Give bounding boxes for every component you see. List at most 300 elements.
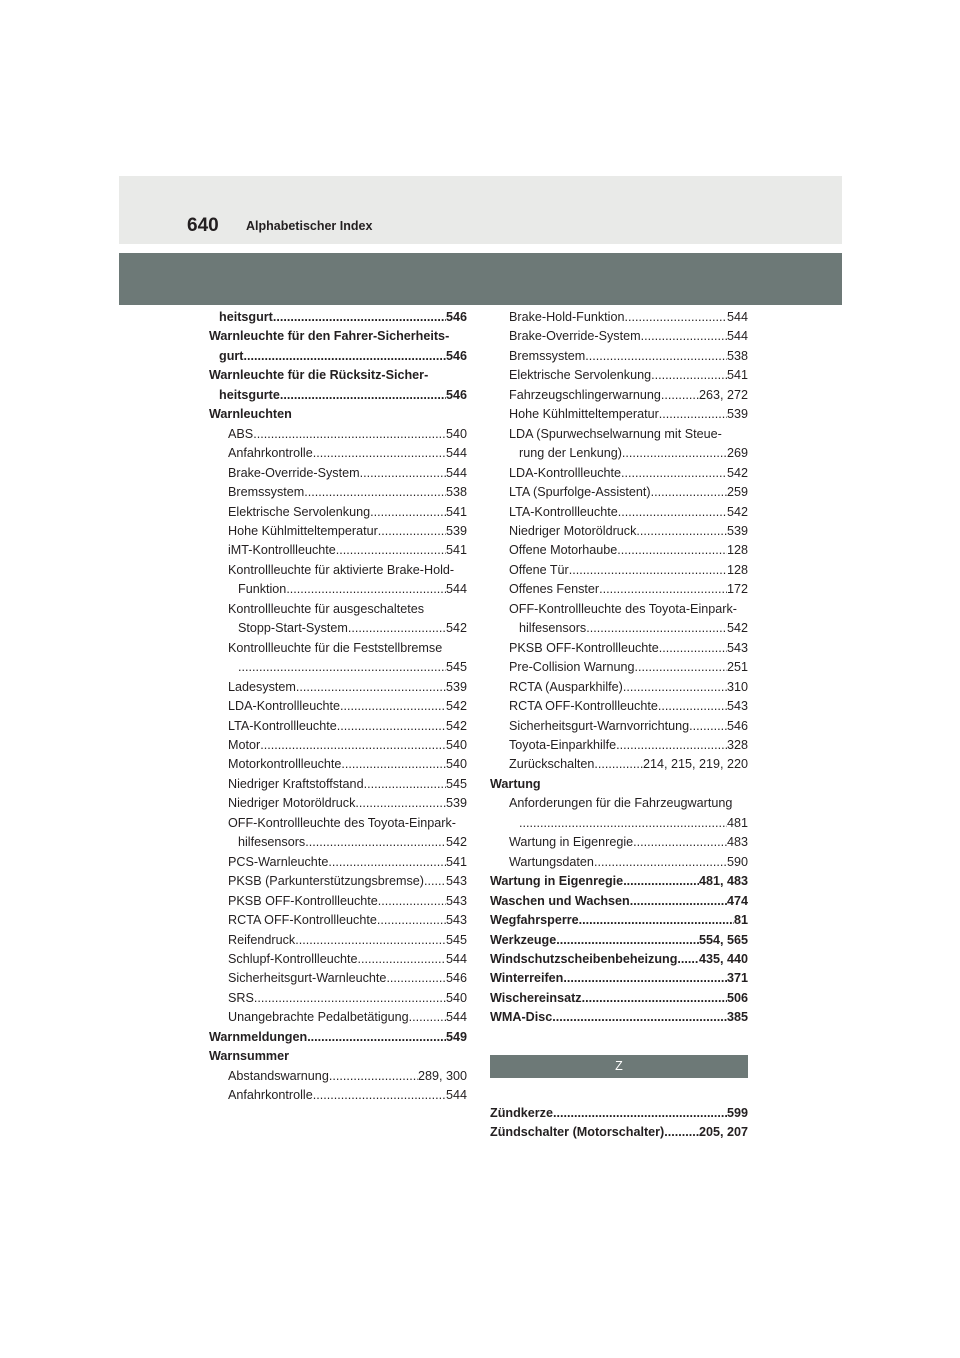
index-entry-label: LDA (Spurwechselwarnung mit Steue- [509, 426, 722, 441]
index-entry-label: rung der Lenkung) [519, 446, 622, 461]
index-entry-page: 214, 215, 219, 220 [642, 757, 748, 772]
index-entry-page: 544 [445, 951, 467, 966]
index-entry-label: Sicherheitsgurt-Warnleuchte [228, 971, 387, 986]
index-entry [209, 483, 467, 502]
leader-dots [622, 444, 727, 463]
index-entry [490, 405, 748, 424]
leader-dots [313, 1086, 446, 1105]
leader-dots [677, 950, 699, 969]
index-entry-label: PKSB OFF-Kontrollleuchte [228, 893, 378, 908]
index-entry-page: 542 [445, 699, 467, 714]
index-entry-label: Pre-Collision Warnung [509, 660, 635, 675]
index-entry-page: 538 [726, 348, 748, 363]
index-entry-page: 128 [726, 543, 748, 558]
index-entry [209, 931, 467, 950]
index-entry [490, 1008, 748, 1027]
index-entry-label: Kontrollleuchte für ausgeschaltetes [228, 601, 425, 616]
leader-dots [636, 522, 727, 541]
leader-dots [378, 522, 446, 541]
leader-dots [661, 386, 699, 405]
leader-dots [553, 1104, 727, 1123]
index-entry [209, 1067, 467, 1086]
index-entry-page: 539 [445, 523, 467, 538]
index-entry [490, 308, 748, 327]
index-entry-page: 541 [445, 504, 467, 519]
index-entry [490, 600, 748, 619]
leader-dots [348, 619, 446, 638]
index-entry-page: 251 [726, 660, 748, 675]
index-entry-page: 128 [726, 562, 748, 577]
leader-dots [617, 541, 727, 560]
index-entry-label: Zurückschalten [509, 757, 595, 772]
leader-dots [623, 872, 699, 891]
index-entry [490, 911, 748, 930]
letter-section-header [490, 1055, 748, 1078]
leader-dots [253, 425, 446, 444]
leader-dots [651, 366, 727, 385]
index-entry [490, 658, 748, 677]
index-entry-page: 481, 483 [698, 874, 748, 889]
index-entry-page: 554, 565 [698, 932, 748, 947]
index-entry [490, 444, 748, 463]
index-entry [490, 1123, 748, 1142]
leader-dots [336, 541, 446, 560]
index-entry-label: Warnleuchte für den Fahrer-Sicherheits- [209, 329, 450, 344]
index-entry-page: 542 [445, 718, 467, 733]
index-entry-label: Abstandswarnung [228, 1068, 329, 1083]
index-entry-page: 540 [445, 990, 467, 1005]
index-entry-page: 81 [733, 913, 748, 928]
index-entry-label: Bremssystem [509, 348, 586, 363]
leader-dots [659, 639, 727, 658]
index-column-right [490, 308, 748, 1143]
leader-dots [355, 794, 446, 813]
leader-dots [563, 969, 727, 988]
index-entry-label: RCTA OFF-Kontrollleuchte [509, 699, 658, 714]
leader-dots [585, 347, 727, 366]
index-entry [490, 892, 748, 911]
index-entry-label: Toyota-Einparkhilfe [509, 737, 617, 752]
index-entry-page: 544 [726, 310, 748, 324]
index-entry [209, 425, 467, 444]
index-entry-page: 546 [445, 387, 467, 402]
index-entry [209, 600, 467, 619]
index-entry [209, 658, 467, 677]
index-entry-label: Niedriger Kraftstoffstand [228, 776, 364, 791]
index-entry [209, 853, 467, 872]
index-entry-page: 543 [726, 640, 748, 655]
index-entry [209, 775, 467, 794]
index-entry-page: 545 [445, 660, 467, 675]
index-entry-page: 371 [726, 971, 748, 986]
index-entry-label: LTA (Spurfolge-Assistent) [509, 485, 651, 500]
leader-dots [358, 950, 446, 969]
index-entry-page: 546 [445, 971, 467, 986]
index-entry-page: 474 [726, 893, 748, 908]
index-entry [209, 872, 467, 891]
index-entry-label: Brake-Override-System [509, 329, 641, 344]
index-entry-page: 545 [445, 932, 467, 947]
index-entry-page: 545 [445, 776, 467, 791]
index-entry [209, 503, 467, 522]
index-entry-label: Kontrollleuchte für die Feststellbremse [228, 640, 443, 655]
index-entry-label: Warnsummer [209, 1049, 290, 1064]
index-entry-label: Stopp-Start-System [238, 621, 348, 636]
leader-dots [378, 892, 446, 911]
index-entry [490, 833, 748, 852]
index-entry-label: Waschen und Wachsen [490, 893, 630, 908]
index-entry-page: 544 [445, 446, 467, 461]
index-entry [209, 969, 467, 988]
leader-dots [621, 464, 727, 483]
index-entry-label: LDA-Kontrollleuchte [509, 465, 622, 480]
index-entry-label: RCTA OFF-Kontrollleuchte [228, 913, 377, 928]
index-entry-page: 544 [445, 1010, 467, 1025]
index-entry-label: Windschutzscheibenbeheizung [490, 951, 678, 966]
index-entry-page: 542 [726, 621, 748, 636]
index-entry-label: PKSB OFF-Kontrollleuchte [509, 640, 659, 655]
index-entry [209, 755, 467, 774]
index-entry [490, 483, 748, 502]
index-entry-label: Elektrische Servolenkung [228, 504, 371, 519]
index-entry-label: OFF-Kontrollleuchte des Toyota-Einpark- [509, 601, 737, 616]
index-entry-page: 590 [726, 854, 748, 869]
index-entry-label: Motorkontrollleuchte [228, 757, 342, 772]
index-entry-page: 546 [445, 310, 467, 324]
header-top-band [119, 176, 842, 244]
leader-dots [340, 697, 446, 716]
leader-dots [370, 503, 446, 522]
index-entry-page: 543 [445, 893, 467, 908]
index-entry-label: Offenes Fenster [509, 582, 600, 597]
leader-dots [337, 717, 446, 736]
index-entry-label: Zündkerze [490, 1105, 553, 1120]
index-entry [209, 444, 467, 463]
index-entry-label: Wartung [490, 776, 541, 791]
index-entry-label: Warnleuchte für die Rücksitz-Sicher- [209, 368, 429, 383]
index-entry-label: Hohe Kühlmitteltemperatur [509, 407, 659, 422]
leader-dots [618, 503, 727, 522]
leader-dots [599, 580, 727, 599]
index-entry-page: 542 [445, 621, 467, 636]
index-entry-page: 483 [726, 835, 748, 850]
index-entry-page: 543 [445, 913, 467, 928]
index-entry [490, 755, 748, 774]
index-entry [490, 717, 748, 736]
index-entry-label: hilfesensors [519, 621, 587, 636]
index-entry-page: 599 [726, 1105, 748, 1120]
index-entry-label: PKSB (Parkunterstützungsbremse) [228, 874, 424, 889]
index-entry-label: OFF-Kontrollleuchte des Toyota-Einpark- [228, 815, 456, 830]
index-entry [490, 639, 748, 658]
index-entry-label: Niedriger Motoröldruck [509, 523, 637, 538]
index-entry-label: Hohe Kühlmitteltemperatur [228, 523, 378, 538]
index-entry-label: LTA-Kontrollleuchte [509, 504, 618, 519]
index-entry-page: 543 [445, 874, 467, 889]
index-entry-label: WMA-Disc [490, 1010, 553, 1025]
index-entry-page: 542 [726, 504, 748, 519]
index-entry-label: Warnmeldungen [209, 1029, 308, 1044]
index-entry-label: Ladesystem [228, 679, 296, 694]
leader-dots [556, 931, 699, 950]
index-entry [490, 989, 748, 1008]
index-entry [490, 619, 748, 638]
leader-dots [623, 678, 727, 697]
index-entry [209, 405, 467, 424]
index-entry [209, 1028, 467, 1047]
index-entry-label: Motor [228, 737, 261, 752]
index-entry-page: 539 [726, 407, 748, 422]
index-entry [209, 464, 467, 483]
index-entry-page: 435, 440 [698, 951, 748, 966]
leader-dots [286, 580, 446, 599]
leader-dots [424, 872, 446, 891]
index-entry-page: 289, 300 [417, 1068, 467, 1083]
leader-dots [569, 561, 727, 580]
index-entry [209, 1047, 467, 1066]
leader-dots [635, 658, 727, 677]
leader-dots [519, 814, 727, 833]
leader-dots [633, 833, 727, 852]
index-entry-label: Brake-Override-System [228, 465, 360, 480]
index-entry-label: Schlupf-Kontrollleuchte [228, 951, 358, 966]
index-entry-page: 544 [445, 1088, 467, 1103]
index-entry [490, 872, 748, 891]
index-entry [209, 1086, 467, 1105]
index-entry [490, 931, 748, 950]
index-entry-label: Wartung in Eigenregie [490, 874, 624, 889]
index-entry [209, 833, 467, 852]
index-entry [490, 775, 748, 794]
index-entry-label: heitsgurt [219, 310, 273, 324]
leader-dots [689, 717, 727, 736]
leader-dots [616, 736, 727, 755]
index-entry [209, 1008, 467, 1027]
index-entry-label: gurt [219, 348, 244, 363]
index-entry-page: 539 [445, 796, 467, 811]
index-entry [490, 678, 748, 697]
leader-dots [625, 308, 727, 327]
index-entry [490, 347, 748, 366]
index-entry-label: Offene Motorhaube [509, 543, 618, 558]
index-entry [209, 347, 467, 366]
leader-dots [307, 1028, 446, 1047]
index-entry [209, 561, 467, 580]
leader-dots [280, 386, 446, 405]
leader-dots [641, 327, 727, 346]
index-entry-label: Offene Tür [509, 562, 569, 577]
index-entry-page: 543 [726, 699, 748, 714]
index-entry-label: Winterreifen [490, 971, 564, 986]
index-entry [209, 678, 467, 697]
index-entry [490, 522, 748, 541]
index-entry-label: LTA-Kontrollleuchte [228, 718, 337, 733]
leader-dots [254, 989, 446, 1008]
leader-dots [658, 697, 727, 716]
index-entry [209, 717, 467, 736]
leader-dots [329, 1067, 418, 1086]
index-entry-label: Wartungsdaten [509, 854, 594, 869]
index-entry-label: Kontrollleuchte für aktivierte Brake-Hold- [228, 562, 455, 577]
index-entry-page: 328 [726, 737, 748, 752]
index-entry [490, 1104, 748, 1123]
leader-dots [659, 405, 727, 424]
index-entry [209, 794, 467, 813]
leader-dots [409, 1008, 446, 1027]
index-entry-label: Zündschalter (Motorschalter) [490, 1125, 665, 1140]
index-entry [490, 327, 748, 346]
index-entry-page: 546 [445, 348, 467, 363]
index-entry-label: iMT-Kontrollleuchte [228, 543, 336, 558]
leader-dots [360, 464, 446, 483]
index-entry-label: Funktion [238, 582, 287, 597]
index-entry [209, 386, 467, 405]
index-column-left [209, 308, 467, 1106]
index-entry [209, 736, 467, 755]
index-entry [490, 425, 748, 444]
index-entry [490, 950, 748, 969]
leader-dots [295, 931, 446, 950]
index-entry-label: Anfahrkontrolle [228, 1088, 313, 1103]
index-entry-page: 541 [445, 543, 467, 558]
index-entry [490, 853, 748, 872]
leader-dots [328, 853, 446, 872]
index-entry [490, 503, 748, 522]
letter-section-label: Z [615, 1058, 623, 1073]
index-entry [490, 386, 748, 405]
index-entry [490, 464, 748, 483]
leader-dots [594, 755, 643, 774]
index-entry [209, 892, 467, 911]
index-entry-page: 544 [726, 329, 748, 344]
index-entry [209, 950, 467, 969]
leader-dots [664, 1123, 699, 1142]
index-entry-label: Elektrische Servolenkung [509, 368, 652, 383]
index-entry [209, 541, 467, 560]
leader-dots [594, 853, 727, 872]
leader-dots [296, 678, 446, 697]
leader-dots [552, 1008, 727, 1027]
index-entry-label: Anforderungen für die Fahrzeugwartung [509, 796, 733, 811]
index-entry [490, 794, 748, 813]
leader-dots [386, 969, 446, 988]
index-entry-page: 481 [726, 815, 748, 830]
index-entry-page: 541 [726, 368, 748, 383]
index-entry-label: Wartung in Eigenregie [509, 835, 634, 850]
index-entry [490, 580, 748, 599]
index-entry-label: Reifendruck [228, 932, 296, 947]
index-entry-page: 541 [445, 854, 467, 869]
index-entry-page: 538 [445, 485, 467, 500]
index-entry-page: 546 [726, 718, 748, 733]
index-entry-page: 540 [445, 737, 467, 752]
index-entry-label: Warnleuchten [209, 407, 292, 422]
index-entry-page: 269 [726, 446, 748, 461]
leader-dots [377, 911, 446, 930]
index-entry-label: Werkzeuge [490, 932, 557, 947]
index-entry [209, 619, 467, 638]
leader-dots [341, 755, 446, 774]
index-entry [490, 366, 748, 385]
leader-dots [238, 658, 446, 677]
index-entry-label: Wischereinsatz [490, 990, 582, 1005]
index-entry-page: 544 [445, 465, 467, 480]
index-entry-label: Fahrzeugschlingerwarnung [509, 387, 661, 402]
index-entry-label: Unangebrachte Pedalbetätigung [228, 1010, 409, 1025]
index-entry [209, 911, 467, 930]
index-entry-page: 263, 272 [698, 387, 748, 402]
index-entry-page: 539 [445, 679, 467, 694]
index-entry-page: 540 [445, 426, 467, 441]
index-entry-label: LDA-Kontrollleuchte [228, 699, 341, 714]
index-entry [209, 308, 467, 327]
leader-dots [273, 308, 446, 327]
index-entry [490, 736, 748, 755]
leader-dots [260, 736, 446, 755]
index-entry [490, 561, 748, 580]
index-entry [209, 522, 467, 541]
index-entry [209, 989, 467, 1008]
leader-dots [579, 911, 734, 930]
index-entry-page: 540 [445, 757, 467, 772]
index-entry-label: Brake-Hold-Funktion [509, 310, 625, 324]
index-entry-label: Sicherheitsgurt-Warnvorrichtung [509, 718, 690, 733]
index-entry [209, 697, 467, 716]
index-entry-page: 259 [726, 485, 748, 500]
index-entry-label: SRS [228, 990, 254, 1005]
index-entry-page: 172 [726, 582, 748, 597]
leader-dots [586, 619, 727, 638]
index-entry [490, 541, 748, 560]
leader-dots [651, 483, 727, 502]
leader-dots [305, 833, 446, 852]
index-entry-page: 542 [726, 465, 748, 480]
index-entry-page: 542 [445, 835, 467, 850]
index-entry-label: Anfahrkontrolle [228, 446, 313, 461]
index-entry-page: 544 [445, 582, 467, 597]
leader-dots [582, 989, 727, 1008]
leader-dots [313, 444, 446, 463]
index-entry [209, 814, 467, 833]
leader-dots [304, 483, 446, 502]
index-entry [209, 366, 467, 385]
index-entry-page: 539 [726, 523, 748, 538]
index-entry [490, 969, 748, 988]
index-entry-label: RCTA (Ausparkhilfe) [509, 679, 623, 694]
index-entry-page: 506 [726, 990, 748, 1005]
index-entry-label: Wegfahrsperre [490, 913, 579, 928]
index-entry-label: heitsgurte [219, 387, 280, 402]
index-entry-label: PCS-Warnleuchte [228, 854, 329, 869]
index-entry [209, 580, 467, 599]
leader-dots [630, 892, 727, 911]
section-title: Alphabetischer Index [246, 219, 373, 233]
index-entry-page: 549 [445, 1029, 467, 1044]
index-entry [209, 327, 467, 346]
index-entry [490, 697, 748, 716]
index-entry-page: 310 [726, 679, 748, 694]
page-number: 640 [187, 215, 219, 236]
index-entry-page: 205, 207 [698, 1125, 748, 1140]
index-entry [490, 814, 748, 833]
leader-dots [364, 775, 446, 794]
leader-dots [243, 347, 446, 366]
index-entry-label: hilfesensors [238, 835, 306, 850]
header-dark-band [119, 253, 842, 305]
index-entry [209, 639, 467, 658]
index-entry-label: Bremssystem [228, 485, 305, 500]
index-entry-page: 385 [726, 1010, 748, 1025]
